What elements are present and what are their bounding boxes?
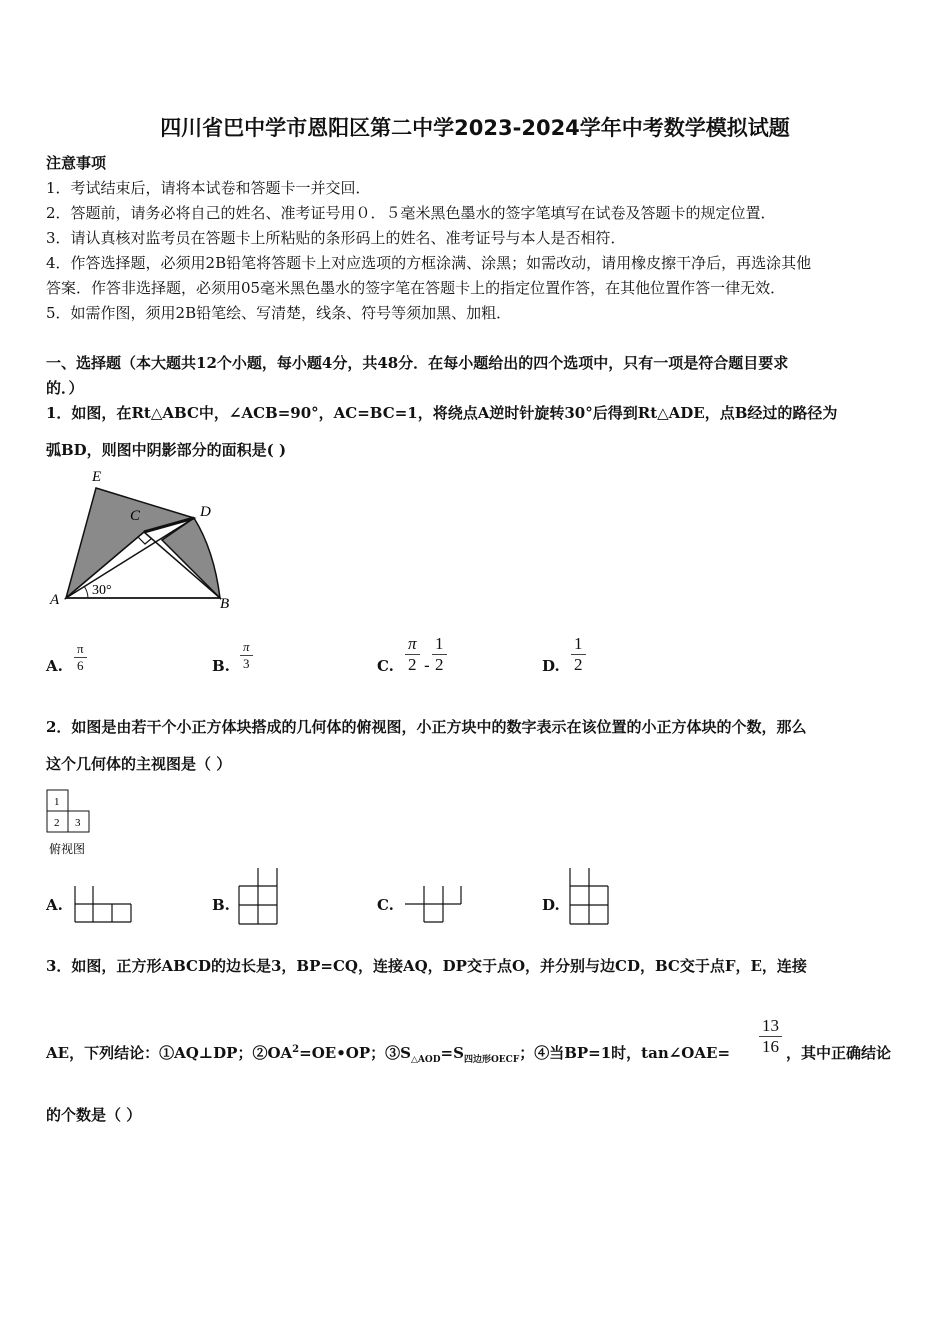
q2-option-a-figure[interactable] [72,884,134,926]
option-c-fraction-2: $\frac{1}{2}$ [432,634,447,676]
question-1-text-cont: 弧BD，则图中阴影部分的面积是( ) [46,441,287,459]
tan-fraction: $\frac{13}{16}$ [759,1016,782,1058]
q2-option-a[interactable]: A. [46,896,63,914]
notice-item: 答案．作答非选择题，必须用05毫米黑色墨水的签字笔在答题卡上的指定位置作答，在其他位置作答一律无效． [46,279,786,297]
option-c-label[interactable]: C. [377,657,394,675]
notice-item: 5．如需作图，须用2B铅笔绘、写清楚，线条、符号等须加黑、加粗． [46,304,512,322]
label-a: A [50,592,60,608]
option-d-label[interactable]: D. [542,657,560,675]
option-b-label[interactable]: B. [212,657,230,675]
question-2-text: 2．如图是由若干个小正方体块搭成的几何体的俯视图，小正方块中的数字表示在该位置的小正方体块的个数，那么 [46,718,807,736]
q2-option-c[interactable]: C. [377,896,394,914]
top-view-caption: 俯视图 [49,842,86,856]
grid-value: 3 [75,817,81,829]
notice-item: 1．考试结束后，请将本试卷和答题卡一并交回． [46,179,371,197]
page-title: 四川省巴中学市恩阳区第二中学2023-2024学年中考数学模拟试题 [160,116,790,140]
label-e: E [92,470,102,485]
label-c: C [130,508,141,524]
notice-heading: 注意事项 [46,154,107,172]
q2-option-d-figure[interactable] [568,866,612,928]
q2-option-d[interactable]: D. [542,896,560,914]
option-b-fraction: $\frac{\pi}{3}$ [240,639,253,671]
question-1-figure [44,470,244,615]
option-a-label[interactable]: A. [46,657,63,675]
q2-option-b[interactable]: B. [212,896,230,914]
question-2-text-cont: 这个几何体的主视图是（ ） [46,755,232,773]
question-3-text: 3．如图，正方形ABCD的边长是3，BP=CQ，连接AQ，DP交于点O，并分别与边CD，BC交于点F，E，连接 [46,957,807,975]
question-3-conclusions: AE，下列结论：①AQ⊥DP；$②OA^2=OE•OP$；$③S_{\triangle AOD}=S_{四边形OECF}$；④当BP=1时，tan∠OAE= [46,1044,731,1065]
top-view-grid [46,789,116,861]
label-d: D [200,504,211,520]
q2-option-c-figure[interactable] [403,884,467,926]
question-3-conclusions-end: ，其中正确结论 [786,1044,892,1062]
q2-option-b-figure[interactable] [237,866,281,928]
notice-item: 2．答题前，请务必将自己的姓名、准考证号用０．５毫米黑色墨水的签字笔填写在试卷及答题卡的规定位置． [46,204,776,222]
grid-value: 2 [54,817,60,829]
grid-value: 1 [54,796,60,808]
label-b: B [220,596,230,612]
option-a-fraction: $\frac{\pi}{6}$ [74,641,87,673]
option-c-fraction-1: $\frac{\pi}{2}$ [405,634,420,676]
notice-item: 4．作答选择题，必须用2B铅笔将答题卡上对应选项的方框涂满、涂黑；如需改动，请用橡皮擦干净后，再选涂其他 [46,254,812,272]
label-angle: 30° [92,583,112,598]
question-1-text: 1．如图，在Rt△ABC中，∠ACB=90°，AC=BC=1，将绕点A逆时针旋转30°后得到Rt△ADE，点B经过的路径为 [46,404,838,422]
section-heading-cont: 的．） [46,379,84,397]
question-3-text-end: 的个数是（ ） [46,1106,142,1124]
option-d-fraction: $\frac{1}{2}$ [571,634,586,676]
notice-item: 3．请认真核对监考员在答题卡上所粘贴的条形码上的姓名、准考证号与本人是否相符． [46,229,626,247]
option-c-minus: - [424,656,430,676]
section-heading: 一、选择题（本大题共12个小题，每小题4分，共48分．在每小题给出的四个选项中，只有一项是符合题目要求 [46,354,789,372]
